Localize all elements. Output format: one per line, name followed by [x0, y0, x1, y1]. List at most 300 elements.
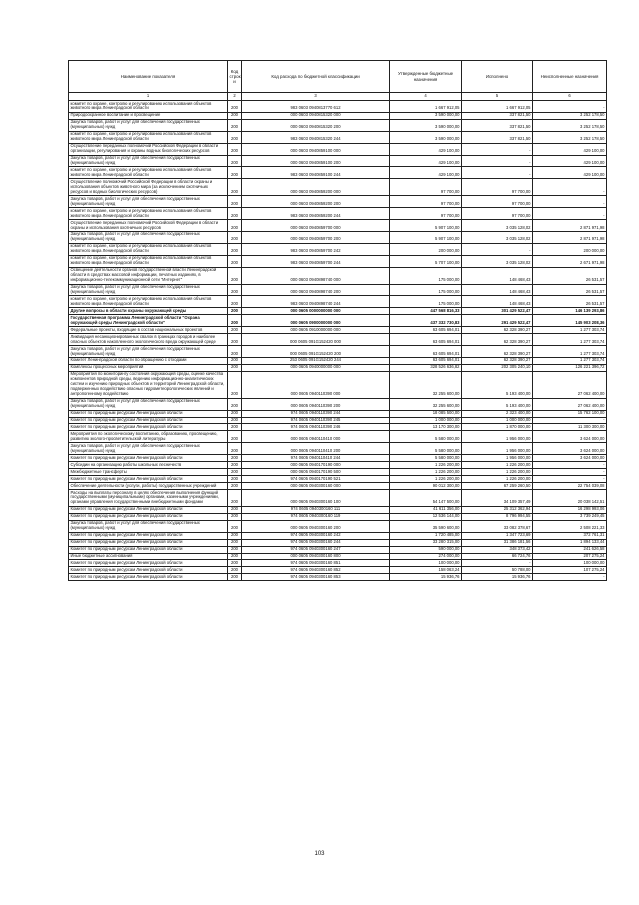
page-number: 103: [314, 851, 325, 857]
column-number: 3: [242, 93, 390, 101]
row-unexecuted: 3 252 178,50: [533, 112, 607, 119]
row-unexecuted: -: [533, 469, 607, 476]
column-number: 6: [533, 93, 607, 101]
row-unexecuted: -: [533, 101, 607, 113]
row-executed: 3 035 128,02: [462, 231, 533, 243]
row-executed: 337 821,50: [462, 112, 533, 119]
table-row: [69, 346, 607, 358]
row-kbk: 000 0605 0940300160 100: [242, 490, 390, 507]
row-approved: 35 590 600,00: [390, 520, 462, 532]
row-kbk: 000 0603 0940859100 000: [242, 143, 390, 155]
row-name: Комитет по природным ресурсам Ленинградской области: [69, 417, 228, 424]
row-name: Закупка товаров, работ и услуг для обеспечения государственных (муниципальных) нужд: [69, 119, 228, 131]
row-executed: 3 035 128,02: [462, 220, 533, 232]
row-approved: 1 720 485,00: [390, 532, 462, 539]
row-line-code: 200: [228, 119, 242, 131]
row-unexecuted: -: [533, 208, 607, 220]
row-approved: 32 255 600,00: [390, 398, 462, 410]
row-name: Комитет по природным ресурсам Ленинградской области: [69, 539, 228, 546]
budget-table: [68, 60, 607, 581]
table-row: [69, 208, 607, 220]
row-line-code: 200: [228, 243, 242, 255]
row-executed: 1 347 723,69: [462, 532, 533, 539]
row-kbk: 000 0605 0940110390 200: [242, 398, 390, 410]
table-row: [69, 334, 607, 346]
row-executed: 25 312 362,94: [462, 506, 533, 513]
row-line-code: 200: [228, 443, 242, 455]
row-unexecuted: 1 894 133,44: [533, 539, 607, 546]
row-name: Комитет по природным ресурсам Ленинградской области: [69, 410, 228, 417]
row-executed: 62 328 390,27: [462, 334, 533, 346]
row-unexecuted: 26 531,57: [533, 296, 607, 308]
row-executed: 97 700,00: [462, 179, 533, 196]
row-approved: 63 605 694,01: [390, 327, 462, 334]
row-unexecuted: 2 671 971,98: [533, 255, 607, 267]
row-executed: 1 667 912,05: [462, 101, 533, 113]
row-unexecuted: 146 139 293,86: [533, 308, 607, 315]
row-line-code: 200: [228, 560, 242, 567]
row-name: Комитет по природным ресурсам Ленинградской области: [69, 532, 228, 539]
row-approved: 54 147 500,00: [390, 490, 462, 507]
row-unexecuted: 126 221 396,72: [533, 364, 607, 371]
row-line-code: 200: [228, 462, 242, 469]
table-row: [69, 131, 607, 143]
row-line-code: 200: [228, 546, 242, 553]
row-approved: 1 226 200,00: [390, 462, 462, 469]
row-kbk: 000 0605 0940000000 000: [242, 364, 390, 371]
row-line-code: 200: [228, 208, 242, 220]
row-executed: 348 373,42: [462, 546, 533, 553]
row-kbk: 000 0605 0940170190 500: [242, 469, 390, 476]
row-kbk: 000 0605 0000000000 000: [242, 308, 390, 315]
row-executed: 148 468,43: [462, 296, 533, 308]
row-kbk: 253 0605 091G152420 244: [242, 357, 390, 364]
row-line-code: 200: [228, 296, 242, 308]
row-name: комитет по охране, контролю и регулированию использования объектов животного мира Ленинградской области: [69, 243, 228, 255]
row-line-code: 200: [228, 196, 242, 208]
row-approved: 63 605 694,01: [390, 346, 462, 358]
row-unexecuted: 241 626,58: [533, 546, 607, 553]
table-row: [69, 431, 607, 443]
row-name: Осуществление полномочий Российской Федерации в области охраны и использования объектов животного мира (за исключением охотничьих ресурсов и водных биологических ресурсов): [69, 179, 228, 196]
row-name: Комитет по природным ресурсам Ленинградской области: [69, 455, 228, 462]
row-executed: 8 796 994,55: [462, 513, 533, 520]
row-unexecuted: 429 100,00: [533, 167, 607, 179]
table-row: [69, 267, 607, 284]
row-line-code: 200: [228, 520, 242, 532]
row-name: Закупка товаров, работ и услуг для обеспечения государственных (муниципальных) нужд: [69, 443, 228, 455]
row-approved: 97 700,00: [390, 179, 462, 196]
row-line-code: 200: [228, 131, 242, 143]
row-kbk: 000 0603 0940859100 200: [242, 155, 390, 167]
row-executed: 97 700,00: [462, 208, 533, 220]
table-row: [69, 119, 607, 131]
row-line-code: 200: [228, 220, 242, 232]
table-row: [69, 417, 607, 424]
row-line-code: 200: [228, 284, 242, 296]
row-kbk: 000 0603 0940859200 000: [242, 179, 390, 196]
row-line-code: 200: [228, 410, 242, 417]
row-kbk: 983 0603 0940859700 242: [242, 243, 390, 255]
row-name: комитет по охране, контролю и регулированию использования объектов животного мира Ленинградской области: [69, 208, 228, 220]
table-row: [69, 315, 607, 327]
row-name: Закупка товаров, работ и услуг для обеспечения государственных (муниципальных) нужд: [69, 398, 228, 410]
header-line-code: Код строк и: [228, 61, 242, 93]
table-row: [69, 513, 607, 520]
table-row: [69, 490, 607, 507]
row-unexecuted: 26 531,57: [533, 284, 607, 296]
row-unexecuted: -: [533, 476, 607, 483]
row-line-code: 200: [228, 483, 242, 490]
row-name: Иные бюджетные ассигнования: [69, 553, 228, 560]
row-name: Другие вопросы в области охраны окружающей среды: [69, 308, 228, 315]
row-name: Федеральные проекты, входящие в состав национальных проектов: [69, 327, 228, 334]
row-approved: 429 100,00: [390, 143, 462, 155]
row-unexecuted: 22 754 039,08: [533, 483, 607, 490]
table-row: [69, 371, 607, 398]
row-unexecuted: 15 762 100,00: [533, 410, 607, 417]
document-page: [68, 60, 606, 581]
table-row: [69, 231, 607, 243]
row-approved: 41 611 356,00: [390, 506, 462, 513]
row-name: комитет по охране, контролю и регулированию использования объектов животного мира Ленинградской области: [69, 255, 228, 267]
row-approved: 97 700,00: [390, 196, 462, 208]
row-name: комитет по охране, контролю и регулированию использования объектов животного мира Ленинградской области: [69, 296, 228, 308]
row-line-code: 200: [228, 364, 242, 371]
row-approved: 5 907 100,00: [390, 220, 462, 232]
row-kbk: 974 0605 0940300160 111: [242, 506, 390, 513]
table-row: [69, 357, 607, 364]
row-unexecuted: 207 275,24: [533, 553, 607, 560]
row-executed: 2 323 400,00: [462, 410, 533, 417]
row-approved: 5 580 000,00: [390, 455, 462, 462]
table-row: [69, 284, 607, 296]
table-row: [69, 410, 607, 417]
row-kbk: 983 0603 0940859100 244: [242, 167, 390, 179]
row-kbk: 983 0603 0940813770 612: [242, 101, 390, 113]
row-unexecuted: 11 300 300,00: [533, 424, 607, 431]
row-name: Мероприятия по экологическому воспитанию, образованию, просвещению, развитию эколого-просветительской литературы: [69, 431, 228, 443]
row-unexecuted: 1 277 303,74: [533, 334, 607, 346]
row-name: Обеспечение деятельности (услуги, работы) государственных учреждений: [69, 483, 228, 490]
table-row: [69, 567, 607, 574]
row-approved: 5 580 000,00: [390, 443, 462, 455]
row-name: Межбюджетные трансферты: [69, 469, 228, 476]
row-executed: 62 328 390,27: [462, 327, 533, 334]
row-line-code: 200: [228, 424, 242, 431]
table-row: [69, 155, 607, 167]
row-line-code: 200: [228, 574, 242, 581]
row-approved: 447 568 816,33: [390, 308, 462, 315]
row-executed: -: [462, 243, 533, 255]
table-row: [69, 443, 607, 455]
row-kbk: 000 0603 0940815320 000: [242, 112, 390, 119]
row-executed: 97 700,00: [462, 196, 533, 208]
table-header: [69, 61, 607, 101]
row-name: Закупка товаров, работ и услуг для обеспечения государственных (муниципальных) нужд: [69, 231, 228, 243]
row-kbk: 000 0605 0910000000 000: [242, 327, 390, 334]
row-unexecuted: -: [533, 417, 607, 424]
row-line-code: 200: [228, 231, 242, 243]
row-kbk: 000 0605 0940110390 000: [242, 371, 390, 398]
row-kbk: 974 0605 0940300160 119: [242, 513, 390, 520]
row-name: комитет по охране, контролю и регулированию использования объектов животного мира Ленинградской области: [69, 167, 228, 179]
table-row: [69, 101, 607, 113]
row-executed: 33 082 378,67: [462, 520, 533, 532]
row-unexecuted: 1 277 303,74: [533, 357, 607, 364]
row-kbk: 000 0605 0940300160 800: [242, 553, 390, 560]
row-kbk: 000 0603 0940815320 200: [242, 119, 390, 131]
row-approved: 175 000,00: [390, 267, 462, 284]
row-executed: 1 226 200,00: [462, 462, 533, 469]
row-line-code: 200: [228, 506, 242, 513]
row-executed: -: [462, 560, 533, 567]
table-row: [69, 520, 607, 532]
row-executed: 1 870 000,00: [462, 424, 533, 431]
row-unexecuted: -: [533, 574, 607, 581]
row-line-code: 200: [228, 308, 242, 315]
row-kbk: 000 0605 091G152420 200: [242, 346, 390, 358]
row-approved: 429 100,00: [390, 167, 462, 179]
row-approved: 12 536 144,00: [390, 513, 462, 520]
column-number: 4: [390, 93, 462, 101]
row-name: Комитет по природным ресурсам Ленинградской области: [69, 567, 228, 574]
table-row: [69, 483, 607, 490]
row-executed: 337 821,50: [462, 131, 533, 143]
row-kbk: 983 0603 0940815320 244: [242, 131, 390, 143]
column-numbers-row: [69, 93, 607, 101]
header-kbk: Код расхода по бюджетной классификации: [242, 61, 390, 93]
row-approved: 1 226 200,00: [390, 469, 462, 476]
column-number: 5: [462, 93, 533, 101]
row-name: Комитет по природным ресурсам Ленинградской области: [69, 574, 228, 581]
row-executed: 202 305 240,10: [462, 364, 533, 371]
table-row: [69, 398, 607, 410]
row-executed: 1 956 000,00: [462, 455, 533, 462]
row-unexecuted: 3 624 000,00: [533, 431, 607, 443]
row-unexecuted: 145 903 208,36: [533, 315, 607, 327]
row-unexecuted: 107 275,24: [533, 567, 607, 574]
row-executed: 5 193 400,00: [462, 371, 533, 398]
row-line-code: 200: [228, 490, 242, 507]
row-line-code: 200: [228, 327, 242, 334]
row-kbk: 000 0603 0940859700 000: [242, 220, 390, 232]
row-line-code: 200: [228, 417, 242, 424]
row-line-code: 200: [228, 267, 242, 284]
row-name: Природоохранное воспитание и просвещение: [69, 112, 228, 119]
row-approved: 1 226 200,00: [390, 476, 462, 483]
row-unexecuted: 2 508 221,33: [533, 520, 607, 532]
row-unexecuted: 26 531,57: [533, 267, 607, 284]
row-approved: 274 000,00: [390, 553, 462, 560]
row-executed: -: [462, 155, 533, 167]
table-row: [69, 546, 607, 553]
row-executed: 67 259 260,50: [462, 483, 533, 490]
row-line-code: 200: [228, 567, 242, 574]
table-row: [69, 327, 607, 334]
row-kbk: 974 0605 0940110390 246: [242, 424, 390, 431]
row-kbk: 000 0605 0900000000 000: [242, 315, 390, 327]
table-row: [69, 462, 607, 469]
row-executed: 62 328 390,27: [462, 346, 533, 358]
row-kbk: 974 0605 0940300160 851: [242, 560, 390, 567]
row-unexecuted: 16 298 993,06: [533, 506, 607, 513]
row-approved: 200 000,00: [390, 243, 462, 255]
row-line-code: 200: [228, 179, 242, 196]
row-line-code: 200: [228, 112, 242, 119]
row-executed: 1 956 000,00: [462, 431, 533, 443]
row-line-code: 200: [228, 532, 242, 539]
table-row: [69, 308, 607, 315]
row-approved: 100 000,00: [390, 560, 462, 567]
row-name: Закупка товаров, работ и услуг для обеспечения государственных (муниципальных) нужд: [69, 520, 228, 532]
row-approved: 33 280 315,00: [390, 539, 462, 546]
row-kbk: 000 0605 091G152420 000: [242, 334, 390, 346]
table-row: [69, 455, 607, 462]
row-approved: 5 907 100,00: [390, 231, 462, 243]
row-approved: 63 605 694,01: [390, 334, 462, 346]
row-unexecuted: 3 252 178,50: [533, 119, 607, 131]
row-executed: 66 724,76: [462, 553, 533, 560]
column-number: 2: [228, 93, 242, 101]
row-name: Мероприятия по мониторингу состояния окружающей среды, оценке качества компонентов природной среды, ведению информационно-аналитических систем и изучению природных объектов и территорий Ленинградской области, подверженных воздействию опасных гидрометеорологических явлений и антропогенному воздействию: [69, 371, 228, 398]
row-unexecuted: 429 100,00: [533, 143, 607, 155]
row-line-code: 200: [228, 513, 242, 520]
table-row: [69, 539, 607, 546]
header-executed: Исполнено: [462, 61, 533, 93]
table-row: [69, 532, 607, 539]
row-unexecuted: 3 624 000,00: [533, 443, 607, 455]
row-kbk: 000 0603 0940859700 200: [242, 231, 390, 243]
row-line-code: 200: [228, 539, 242, 546]
row-approved: 437 332 730,83: [390, 315, 462, 327]
row-name: Освещение деятельности органов государственной власти Ленинградской области в средствах массовой информации, печатных изданиях, в информационно-телекоммуникационной сети "Интернет": [69, 267, 228, 284]
header-name: Наименование показателя: [69, 61, 228, 93]
row-approved: 3 590 000,00: [390, 119, 462, 131]
row-kbk: 983 0603 0940859200 244: [242, 208, 390, 220]
row-name: Государственная программа Ленинградской области "Охрана окружающей среды Ленинградской области": [69, 315, 228, 327]
row-executed: 34 109 357,49: [462, 490, 533, 507]
row-executed: 291 429 522,47: [462, 315, 533, 327]
row-executed: -: [462, 143, 533, 155]
row-kbk: 974 0605 0940110410 244: [242, 455, 390, 462]
row-executed: 148 468,43: [462, 267, 533, 284]
row-kbk: 000 0603 0940859200 200: [242, 196, 390, 208]
row-unexecuted: -: [533, 462, 607, 469]
row-kbk: 983 0603 0940859700 244: [242, 255, 390, 267]
row-unexecuted: 27 062 400,00: [533, 398, 607, 410]
row-approved: 32 255 600,00: [390, 371, 462, 398]
row-name: Закупка товаров, работ и услуг для обеспечения государственных (муниципальных) нужд: [69, 155, 228, 167]
row-kbk: 000 0603 0940898740 200: [242, 284, 390, 296]
row-name: Осуществление переданных полномочий Российской Федерации в области охраны и использования охотничьих ресурсов: [69, 220, 228, 232]
row-name: Закупка товаров, работ и услуг для обеспечения государственных (муниципальных) нужд: [69, 196, 228, 208]
row-kbk: 000 0605 0940300160 200: [242, 520, 390, 532]
column-number: 1: [69, 93, 228, 101]
row-line-code: 200: [228, 431, 242, 443]
row-name: Комитет по природным ресурсам Ленинградской области: [69, 513, 228, 520]
row-kbk: 974 0605 0940300160 852: [242, 567, 390, 574]
table-row: [69, 196, 607, 208]
row-approved: 175 000,00: [390, 284, 462, 296]
row-name: Комплексы процессных мероприятий: [69, 364, 228, 371]
row-name: Комитет по природным ресурсам Ленинградской области: [69, 506, 228, 513]
row-kbk: 974 0605 0940110390 244: [242, 410, 390, 417]
row-name: Субсидии на организацию работы школьных лесничеств: [69, 462, 228, 469]
row-kbk: 983 0603 0940898740 244: [242, 296, 390, 308]
row-approved: 158 063,24: [390, 567, 462, 574]
row-executed: 148 468,43: [462, 284, 533, 296]
row-approved: 328 526 636,82: [390, 364, 462, 371]
row-line-code: 200: [228, 398, 242, 410]
row-unexecuted: 372 761,31: [533, 532, 607, 539]
row-name: Ликвидация несанкционированных свалок в границах городов и наиболее опасных объектов накопленного экологического вреда окружающей среде: [69, 334, 228, 346]
row-executed: 62 328 390,27: [462, 357, 533, 364]
row-line-code: 200: [228, 167, 242, 179]
row-executed: 1 226 200,00: [462, 469, 533, 476]
row-name: Комитет Ленинградской области по обращению с отходами: [69, 357, 228, 364]
row-line-code: 200: [228, 476, 242, 483]
row-executed: 15 936,76: [462, 574, 533, 581]
table-row: [69, 424, 607, 431]
table-row: [69, 476, 607, 483]
row-approved: 97 700,00: [390, 208, 462, 220]
row-approved: 175 000,00: [390, 296, 462, 308]
row-unexecuted: 27 062 400,00: [533, 371, 607, 398]
row-unexecuted: 429 100,00: [533, 155, 607, 167]
row-kbk: 974 0605 0940300160 244: [242, 539, 390, 546]
row-name: Закупка товаров, работ и услуг для обеспечения государственных (муниципальных) нужд: [69, 346, 228, 358]
table-row: [69, 179, 607, 196]
row-approved: 590 000,00: [390, 546, 462, 553]
row-executed: 1 226 200,00: [462, 476, 533, 483]
row-executed: 1 000 000,00: [462, 417, 533, 424]
row-approved: 429 100,00: [390, 155, 462, 167]
table-row: [69, 574, 607, 581]
row-unexecuted: -: [533, 196, 607, 208]
row-kbk: 000 0605 0940110410 200: [242, 443, 390, 455]
row-approved: 1 000 000,00: [390, 417, 462, 424]
row-kbk: 000 0605 0940300160 000: [242, 483, 390, 490]
row-line-code: 200: [228, 255, 242, 267]
row-line-code: 200: [228, 155, 242, 167]
row-name: комитет по охране, контролю и регулированию использования объектов животного мира Ленинградской области: [69, 131, 228, 143]
table-row: [69, 296, 607, 308]
row-executed: -: [462, 167, 533, 179]
row-approved: 13 170 300,00: [390, 424, 462, 431]
table-row: [69, 112, 607, 119]
row-name: Комитет по природным ресурсам Ленинградской области: [69, 546, 228, 553]
table-row: [69, 469, 607, 476]
row-kbk: 974 0605 0940110390 245: [242, 417, 390, 424]
table-row: [69, 243, 607, 255]
row-name: Осуществление переданных полномочий Российской Федерации в области организации, регулирования и охраны водных биологических ресурсов: [69, 143, 228, 155]
header-unexecuted: Неисполненные назначения: [533, 61, 607, 93]
row-kbk: 974 0605 0940300160 242: [242, 532, 390, 539]
row-approved: 5 707 100,00: [390, 255, 462, 267]
row-unexecuted: 2 871 971,98: [533, 220, 607, 232]
row-executed: 31 386 181,56: [462, 539, 533, 546]
row-line-code: 200: [228, 455, 242, 462]
row-approved: 15 936,76: [390, 574, 462, 581]
table-body: [69, 101, 607, 581]
row-executed: 337 821,50: [462, 119, 533, 131]
row-kbk: 974 0605 0940170190 521: [242, 476, 390, 483]
table-row: [69, 560, 607, 567]
row-name: Расходы на выплаты персоналу в целях обеспечения выполнения функций государственными (муниципальными) органами, казенными учреждениями, органами управления государственными внебюджетными фондами: [69, 490, 228, 507]
table-row: [69, 167, 607, 179]
row-executed: 3 035 128,02: [462, 255, 533, 267]
